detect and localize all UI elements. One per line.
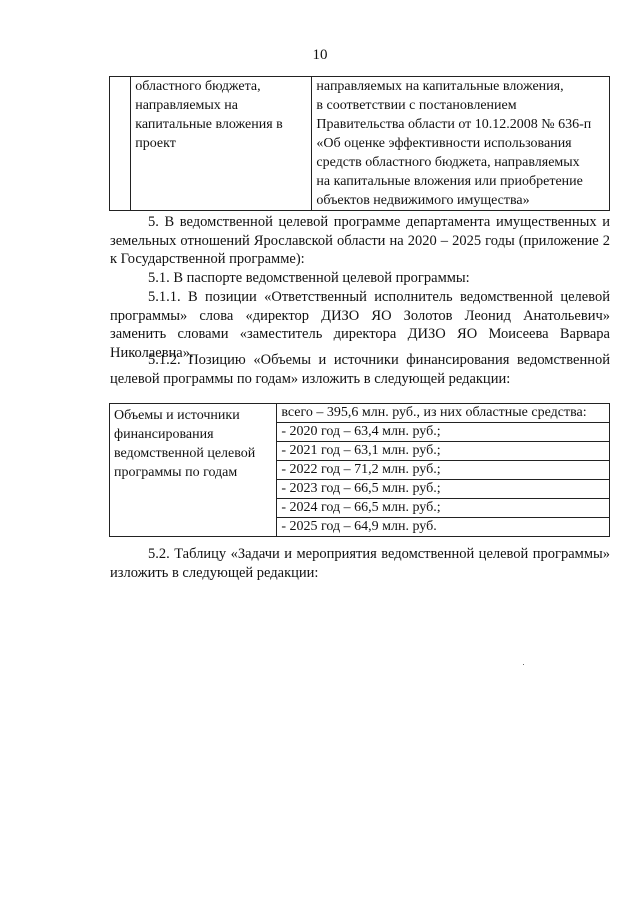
cell-line: направляемых на xyxy=(135,98,239,113)
cell-line: направляемых на капитальные вложения, xyxy=(316,79,564,94)
cell-line: Правительства области от 10.12.2008 № 636-п xyxy=(316,117,592,132)
scan-speck xyxy=(523,664,524,665)
cell-line: объектов недвижимого имущества» xyxy=(316,193,530,208)
finance-table xyxy=(109,403,610,537)
cell-line: капитальные вложения в xyxy=(135,117,283,132)
cell-line: областного бюджета, xyxy=(135,79,261,94)
cell-line: программы по годам xyxy=(114,465,238,480)
cell-line: Объемы и источники xyxy=(114,408,240,423)
page-number: 10 xyxy=(312,47,328,63)
table-cell-label xyxy=(131,77,312,211)
table-cell-empty xyxy=(110,77,131,211)
finance-year-line: - 2025 год – 64,9 млн. руб. xyxy=(281,519,437,534)
cell-line: в соответствии с постановлением xyxy=(316,98,517,113)
paragraph-5: 5. В ведомственной целевой программе департамента имущественных и земельных отношений Ярославской области на 2020 – 2025 годы (приложение 2 к Государственной программе): xyxy=(110,214,610,267)
cell-line: «Об оценке эффективности использования xyxy=(316,136,572,151)
top-table xyxy=(109,76,610,211)
finance-year-line: - 2024 год – 66,5 млн. руб.; xyxy=(277,499,609,518)
table-row xyxy=(110,404,610,537)
finance-year-line: - 2023 год – 66,5 млн. руб.; xyxy=(277,480,609,499)
finance-values-cell xyxy=(277,404,610,537)
finance-total-line: всего – 395,6 млн. руб., из них областные средства: xyxy=(277,404,609,423)
paragraph-5-1-1: 5.1.1. В позиции «Ответственный исполнитель ведомственной целевой программы» слова «директор ДИЗО ЯО Золотов Леонид Анатольевич» заменить словами «заместитель директора ДИЗО ЯО Моисеева Варвара Николаевна». xyxy=(110,289,610,361)
finance-year-line: - 2020 год – 63,4 млн. руб.; xyxy=(277,423,609,442)
paragraph-5-2: 5.2. Таблицу «Задачи и мероприятия ведомственной целевой программы» изложить в следующей редакции: xyxy=(110,546,610,581)
finance-year-line: - 2021 год – 63,1 млн. руб.; xyxy=(277,442,609,461)
cell-line: проект xyxy=(135,136,176,151)
finance-year-line: - 2022 год – 71,2 млн. руб.; xyxy=(277,461,609,480)
table-row xyxy=(110,77,610,211)
finance-label-cell xyxy=(110,404,277,537)
paragraph-5-1: 5.1. В паспорте ведомственной целевой программы: xyxy=(148,270,470,286)
cell-line: средств областного бюджета, направляемых xyxy=(316,155,580,170)
paragraph-5-1-2: 5.1.2. Позицию «Объемы и источники финансирования ведомственной целевой программы по годам» изложить в следующей редакции: xyxy=(110,352,610,387)
cell-line: на капитальные вложения или приобретение xyxy=(316,174,583,189)
cell-line: ведомственной целевой xyxy=(114,446,256,461)
table-cell-text xyxy=(312,77,610,211)
cell-line: финансирования xyxy=(114,427,214,442)
